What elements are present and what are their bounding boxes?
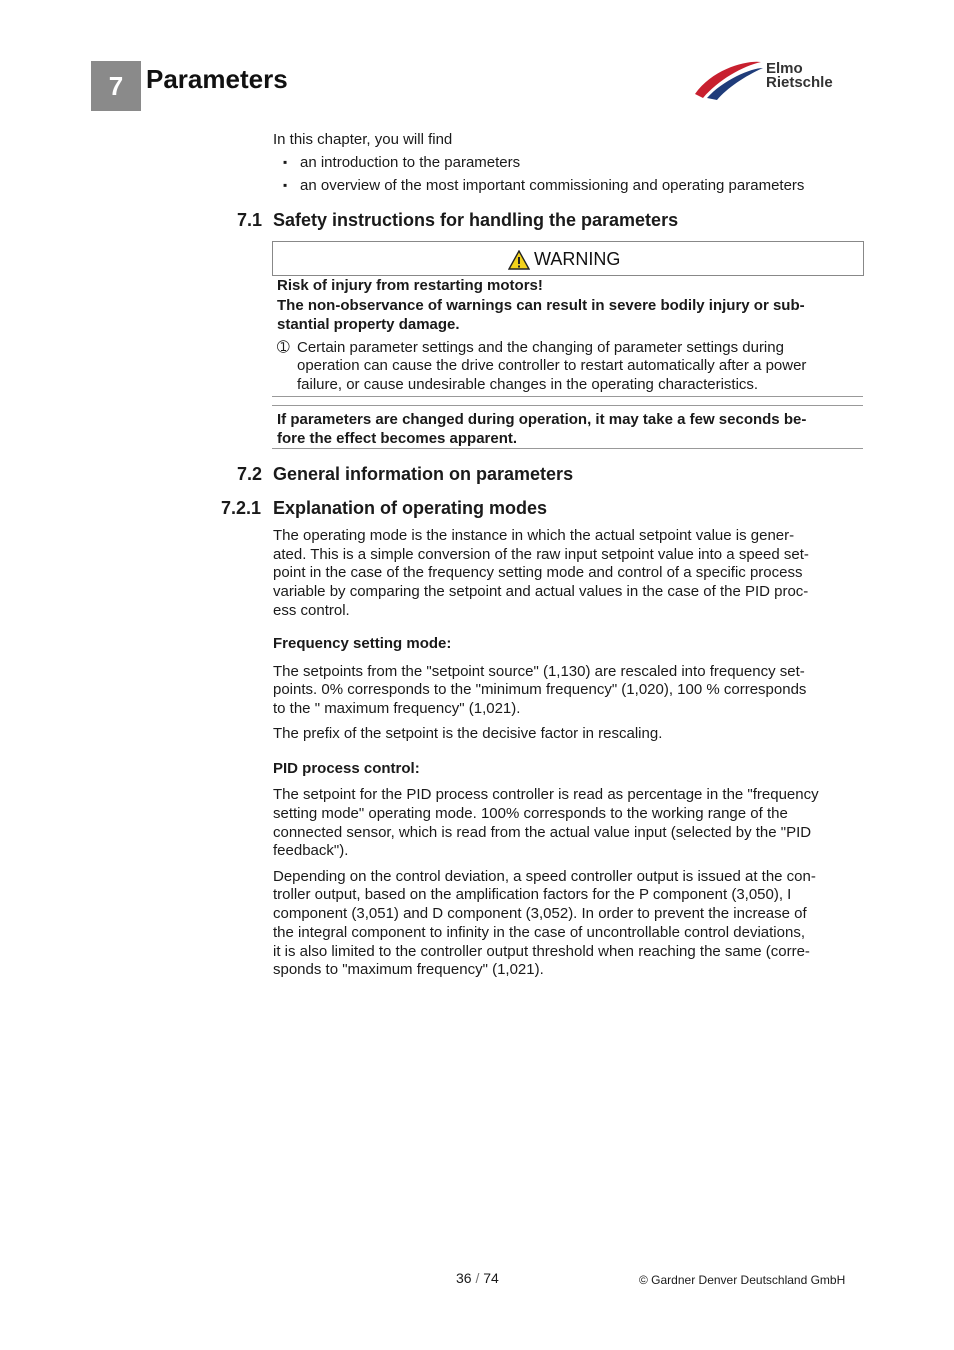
controller-para-line-6: sponds to "maximum frequency" (1,021). bbox=[273, 961, 544, 978]
note-line-2: fore the effect becomes apparent. bbox=[277, 430, 518, 447]
logo-line-2: Rietschle bbox=[766, 74, 833, 91]
intro-bullet-1: an introduction to the parameters bbox=[300, 154, 521, 171]
frequency-para-line-1: The setpoints from the "setpoint source" (1,130) are rescaled into frequency set- bbox=[273, 663, 805, 680]
operating-mode-para-line-1: The operating mode is the instance in which the actual setpoint value is gener- bbox=[273, 527, 795, 544]
divider bbox=[272, 448, 863, 449]
operating-mode-para-line-5: ess control. bbox=[273, 602, 350, 619]
operating-mode-para-line-3: point in the case of the frequency setting mode and control of a specific process bbox=[273, 564, 803, 581]
frequency-prefix-para: The prefix of the setpoint is the decisive factor in rescaling. bbox=[273, 725, 663, 742]
pid-para-line-4: feedback"). bbox=[273, 842, 349, 859]
page-number: 36 / 74 bbox=[456, 1270, 499, 1286]
pid-para-line-2: setting mode" operating mode. 100% corresponds to the working range of the bbox=[273, 805, 788, 822]
instruction-line-3: failure, or cause undesirable changes in the operating characteristics. bbox=[297, 376, 759, 393]
controller-para-line-5: it is also limited to the controller output threshold when reaching the same (corre- bbox=[273, 943, 810, 960]
page-total: 74 bbox=[483, 1270, 499, 1286]
section-7-2-1-title: Explanation of operating modes bbox=[273, 498, 548, 518]
frequency-para-line-2: points. 0% corresponds to the "minimum frequency" (1,020), 100 % corresponds bbox=[273, 681, 807, 698]
intro-bullet-2: an overview of the most important commissioning and operating parameters bbox=[300, 177, 805, 194]
warning-triangle-icon bbox=[508, 250, 530, 270]
page-current: 36 bbox=[456, 1270, 472, 1286]
warning-title bbox=[508, 249, 620, 270]
warning-risk-title: Risk of injury from restarting motors! bbox=[277, 277, 543, 294]
chapter-title: Parameters bbox=[146, 64, 288, 94]
bullet-marker: ▪ bbox=[283, 178, 288, 192]
section-7-1-number: 7.1 bbox=[237, 210, 263, 230]
warning-consequence-line-2: stantial property damage. bbox=[277, 316, 460, 333]
controller-para-line-3: component (3,051) and D component (3,052). In order to prevent the increase of bbox=[273, 905, 807, 922]
logo-wordmark bbox=[766, 62, 833, 90]
intro-lead: In this chapter, you will find bbox=[273, 131, 453, 148]
instruction-marker-icon: ➀ bbox=[277, 339, 290, 356]
controller-para-line-4: the integral component to infinity in the case of uncontrollable control deviations, bbox=[273, 924, 805, 941]
pid-heading: PID process control: bbox=[273, 760, 420, 777]
operating-mode-para-line-4: variable by comparing the setpoint and actual values in the case of the PID proc- bbox=[273, 583, 809, 600]
section-7-2-title: General information on parameters bbox=[273, 464, 574, 484]
warning-consequence-line-1: The non-observance of warnings can result in severe bodily injury or sub- bbox=[277, 297, 805, 314]
frequency-para-line-3: to the " maximum frequency" (1,021). bbox=[273, 700, 521, 717]
section-7-2-1-number: 7.2.1 bbox=[221, 498, 262, 518]
instruction-line-1: Certain parameter settings and the changing of parameter settings during bbox=[297, 339, 784, 356]
chapter-number: 7 bbox=[91, 61, 141, 111]
operating-mode-para-line-2: ated. This is a simple conversion of the raw input setpoint value into a speed set- bbox=[273, 546, 809, 563]
controller-para-line-1: Depending on the control deviation, a speed controller output is issued at the con- bbox=[273, 868, 816, 885]
logo-line-1: Elmo bbox=[766, 60, 803, 77]
instruction-line-2: operation can cause the drive controller to restart automatically after a power bbox=[297, 357, 807, 374]
warning-label: WARNING bbox=[534, 249, 621, 269]
frequency-mode-heading: Frequency setting mode: bbox=[273, 635, 452, 652]
section-7-2-number: 7.2 bbox=[237, 464, 263, 484]
note-line-1: If parameters are changed during operation, it may take a few seconds be- bbox=[277, 411, 807, 428]
pid-para-line-1: The setpoint for the PID process controller is read as percentage in the "frequency bbox=[273, 786, 819, 803]
copyright: © Gardner Denver Deutschland GmbH bbox=[639, 1273, 846, 1287]
bullet-marker: ▪ bbox=[283, 155, 288, 169]
divider bbox=[272, 405, 863, 406]
divider bbox=[272, 396, 863, 397]
controller-para-line-2: troller output, based on the amplification factors for the P component (3,050), I bbox=[273, 886, 792, 903]
pid-para-line-3: connected sensor, which is read from the actual value input (selected by the "PID bbox=[273, 824, 812, 841]
section-7-1-title: Safety instructions for handling the parameters bbox=[273, 210, 679, 230]
